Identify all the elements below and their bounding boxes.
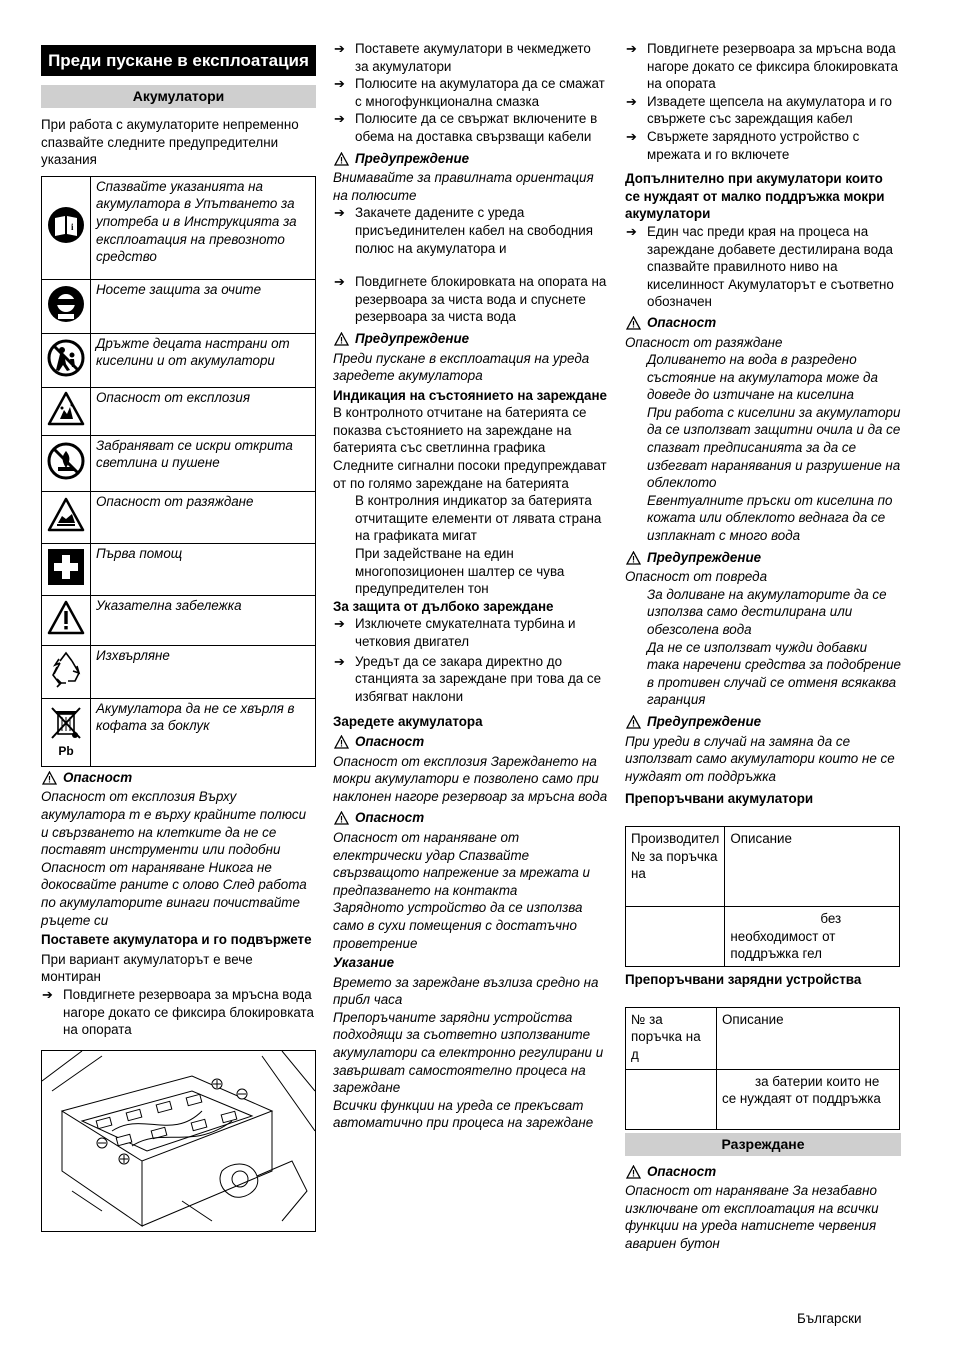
step-item: ➔ Поставете акумулатори в чекмеджето за акумулатори xyxy=(333,40,608,75)
danger-label: Опасност xyxy=(41,769,316,787)
pb-label: Pb xyxy=(58,744,74,759)
symbol-text: Указателна забележка xyxy=(91,595,316,645)
warning-triangle-icon xyxy=(334,735,349,749)
warning-triangle-icon xyxy=(626,1165,641,1179)
symbol-row xyxy=(42,543,316,595)
table-header-cell: Описание xyxy=(717,1007,900,1069)
warning-triangle-icon xyxy=(42,771,57,785)
charge-indication-heading: Индикация на състоянието на зареждане xyxy=(333,387,608,403)
step-item: ➔ Повдигнете резервоара за мръсна вода нагоре докато се фиксира блокировката на опората xyxy=(625,40,901,93)
deep-discharge-heading: За защита от дълбоко зареждане xyxy=(333,598,554,614)
low-maintenance-heading: Допълнително при акумулатори които се нуждаят от малко поддръжка мокри акумулатори xyxy=(625,171,885,222)
warning-triangle-icon xyxy=(626,551,641,565)
symbol-text: Изхвърляне xyxy=(91,645,316,698)
danger-sub-item: Доливането на вода в разредено състояние на акумулатора може да доведе до изтичане на киселина xyxy=(647,352,878,403)
symbol-row xyxy=(42,387,316,435)
no-bin-icon xyxy=(42,698,91,766)
exclamation-icon xyxy=(42,595,91,645)
indication-sub-item: При задействане на един многопозиционен шалтер се чува предупредителен тон xyxy=(355,546,565,597)
column-2 xyxy=(333,40,608,1132)
symbol-text: Забраняват се искри открита светлина и пушене xyxy=(91,435,316,491)
insert-battery-heading: Поставете акумулатора и го подвържете xyxy=(41,932,312,948)
danger-label: Опасност xyxy=(333,809,608,827)
goggles-icon xyxy=(42,279,91,333)
acid-burn-icon xyxy=(42,491,91,543)
note-text: Всички функции на уреда се прекъсват автоматично при процеса на зареждане xyxy=(333,1097,594,1131)
book-icon xyxy=(42,176,91,279)
warning-triangle-icon xyxy=(626,715,641,729)
symbol-row xyxy=(42,595,316,645)
table-header-cell: № за поръчка на д xyxy=(626,1007,717,1069)
explosion-icon xyxy=(42,387,91,435)
warning-triangle-icon xyxy=(334,811,349,825)
note-text: Препоръчаните зарядни устройства подходящи за съответно използваните акумулатори са електронно регулирани и завършват самостоятелно процеса на зареждане xyxy=(333,1009,604,1096)
table-cell xyxy=(626,1069,717,1129)
recommended-batteries-table xyxy=(625,826,900,967)
recommended-chargers-table xyxy=(625,1007,900,1130)
danger-label: Опасност xyxy=(333,733,608,751)
table-row xyxy=(626,1069,900,1129)
table-header-row xyxy=(626,1007,900,1069)
symbol-row xyxy=(42,435,316,491)
keep-children-away-icon xyxy=(42,333,91,387)
section-heading-discharge: Разреждане xyxy=(625,1133,901,1156)
warning-label: Предупреждение xyxy=(625,549,901,567)
indication-sub-item: В контролния индикатор за батерията отчитащите елементи от лявата страна на графиката мигат xyxy=(355,493,602,544)
recommended-batteries-heading: Препоръчвани акумулатори xyxy=(625,791,814,807)
symbol-text: Носете защита за очите xyxy=(91,279,316,333)
table-header-row xyxy=(626,826,900,906)
intro-text: При работа с акумулаторите непременно спазвайте следните предупредителни указания xyxy=(41,117,299,168)
danger-text: Опасност от експлозия Върху акумулатора т е върху крайните полюси и свързването на клетките да не се поставят инструменти или подобни xyxy=(41,789,307,858)
table-header-cell: Производител № за поръчка на xyxy=(626,826,725,906)
warning-text: При уреди в случай на замяна да се използват само акумулатори които не се нуждаят от поддръжка xyxy=(625,733,895,784)
page-title: Преди пускане в експлоатация xyxy=(41,45,316,76)
step-item: ➔ Повдигнете резервоара за мръсна вода нагоре докато се фиксира блокировката на опората xyxy=(41,986,316,1039)
recycle-icon xyxy=(42,645,91,698)
note-text: Времето за зареждане възлиза средно на прибл часа xyxy=(333,974,599,1008)
symbol-row xyxy=(42,333,316,387)
symbol-text: Спазвайте указанията на акумулатора в Упътването за употреба и в Инструкцията за експлоатация на превозното средство xyxy=(91,176,316,279)
symbol-row xyxy=(42,176,316,279)
column-3 xyxy=(625,40,901,1253)
warning-triangle-icon xyxy=(626,316,641,330)
note-label: Указание xyxy=(333,955,395,971)
danger-text: Опасност от нараняване от електрически удар Спазвайте свързващото напрежение за мрежата и предпазването на контакта xyxy=(333,829,590,898)
warning-sub-item: Да не се използват чужди добавки така наречени средства за подобрение в противен случай се отменя всякаква гаранция xyxy=(647,639,901,708)
warning-label: Предупреждение xyxy=(333,150,608,168)
table-cell: без необходимост от поддръжка гел xyxy=(725,906,900,966)
symbol-row xyxy=(42,279,316,333)
step-item: ➔ Уредът да се закара директно до станцията за зареждане при това да се избягват наклони xyxy=(333,653,608,706)
column-1 xyxy=(41,40,316,1232)
section-heading-batteries: Акумулатори xyxy=(41,85,316,108)
table-header-cell: Описание xyxy=(725,826,900,906)
symbol-text: Първа помощ xyxy=(91,543,316,595)
step-item: ➔ Извадете щепсела на акумулатора и го свържете със зареждащия кабел xyxy=(625,93,901,128)
symbol-row xyxy=(42,698,316,766)
step-item: ➔ Полюсите на акумулатора да се смажат с многофункционална смазка xyxy=(333,75,608,110)
warning-label: Предупреждение xyxy=(625,713,901,731)
symbol-row xyxy=(42,645,316,698)
warning-triangle-icon xyxy=(334,152,349,166)
danger-text: Опасност от разяждане xyxy=(625,334,783,350)
warning-text: Опасност от повреда xyxy=(625,569,768,585)
table-row xyxy=(626,906,900,966)
svg-text:i: i xyxy=(71,222,74,233)
danger-text: Опасност от нараняване Никога не докосвайте раните с олово След работа по акумулаторите винаги почиствайте ръцете си xyxy=(41,859,307,928)
variant-text: При вариант акумулаторът е вече монтиран xyxy=(41,951,253,985)
danger-label: Опасност xyxy=(625,314,901,332)
battery-compartment-illustration xyxy=(41,1050,316,1232)
step-item: ➔ Един час преди края на процеса на зареждане добавете дестилирана вода спазвайте правилното ниво на киселинност Акумулаторът е съответно обозначен xyxy=(625,223,901,311)
charge-battery-heading: Заредете акумулатора xyxy=(333,714,483,730)
symbol-text: Опасност от експлозия xyxy=(91,387,316,435)
warning-symbols-table xyxy=(41,176,316,767)
danger-text: Зарядното устройство да се използва само в сухи помещения с достатъчно проветрение xyxy=(333,900,583,951)
danger-sub-item: При работа с киселини за акумулатори да се използват защитни очила и да се спазват предписанията за да се избегват наранявания и разрушение на облеклото xyxy=(647,404,901,491)
danger-label: Опасност xyxy=(625,1163,901,1181)
table-cell xyxy=(626,906,725,966)
step-item: ➔ Изключете смукателната турбина и четковия двигател xyxy=(333,615,608,650)
symbol-text: Акумулатора да не се хвърля в кофата за боклук xyxy=(91,698,316,766)
danger-text: Опасност от експлозия Зареждането на мокри акумулатори е позволено само при наклонен нагоре резервоар за мръсна вода xyxy=(333,753,608,804)
step-item: ➔ Полюсите да се свържат включените в обема на доставка свързващи кабели xyxy=(333,110,608,145)
danger-text: Опасност от нараняване За незабавно изключване от експлоатация на всички функции на уреда натиснете червения авариен бутон xyxy=(625,1183,879,1251)
warning-triangle-icon xyxy=(334,332,349,346)
no-fire-icon xyxy=(42,435,91,491)
symbol-text: Опасност от разяждане xyxy=(91,491,316,543)
danger-sub-item: Евентуалните пръски от киселина по кожата или облеклото веднага да се изплакнат с много вода xyxy=(647,492,893,544)
recommended-chargers-heading: Препоръчвани зарядни устройства xyxy=(625,971,862,987)
warning-sub-item: За доливане на акумулаторите да се използва само дестилирана или обезсолена вода xyxy=(647,586,887,637)
first-aid-icon xyxy=(42,543,91,595)
symbol-text: Дръжте децата настрани от киселини и от акумулатори xyxy=(91,333,316,387)
footer-language: Български xyxy=(797,1311,862,1326)
warning-label: Предупреждение xyxy=(333,330,608,348)
step-item: ➔ Повдигнете блокировката на опората на резервоара за чиста вода и спуснете резервоара за чиста вода xyxy=(333,273,608,326)
table-cell: за батерии които не се нуждаят от поддръжка xyxy=(717,1069,900,1129)
symbol-row xyxy=(42,491,316,543)
warning-text: Преди пускане в експлоатация на уреда заредете акумулатора xyxy=(333,350,590,384)
warning-text: Внимавайте за правилната ориентация на полюсите xyxy=(333,170,594,203)
step-item: ➔ Закачете дадените с уреда присъединителен кабел на свободния полюс на акумулатора и xyxy=(333,204,608,257)
indication-text: В контролното отчитане на батерията се показва състоянието на зареждане на батерията със светлинна графика Следните сигнални посоки предупреждават от по голямо зареждане на батерията xyxy=(333,405,607,491)
step-item: ➔ Свържете зарядното устройство с мрежата и го включете xyxy=(625,128,901,163)
